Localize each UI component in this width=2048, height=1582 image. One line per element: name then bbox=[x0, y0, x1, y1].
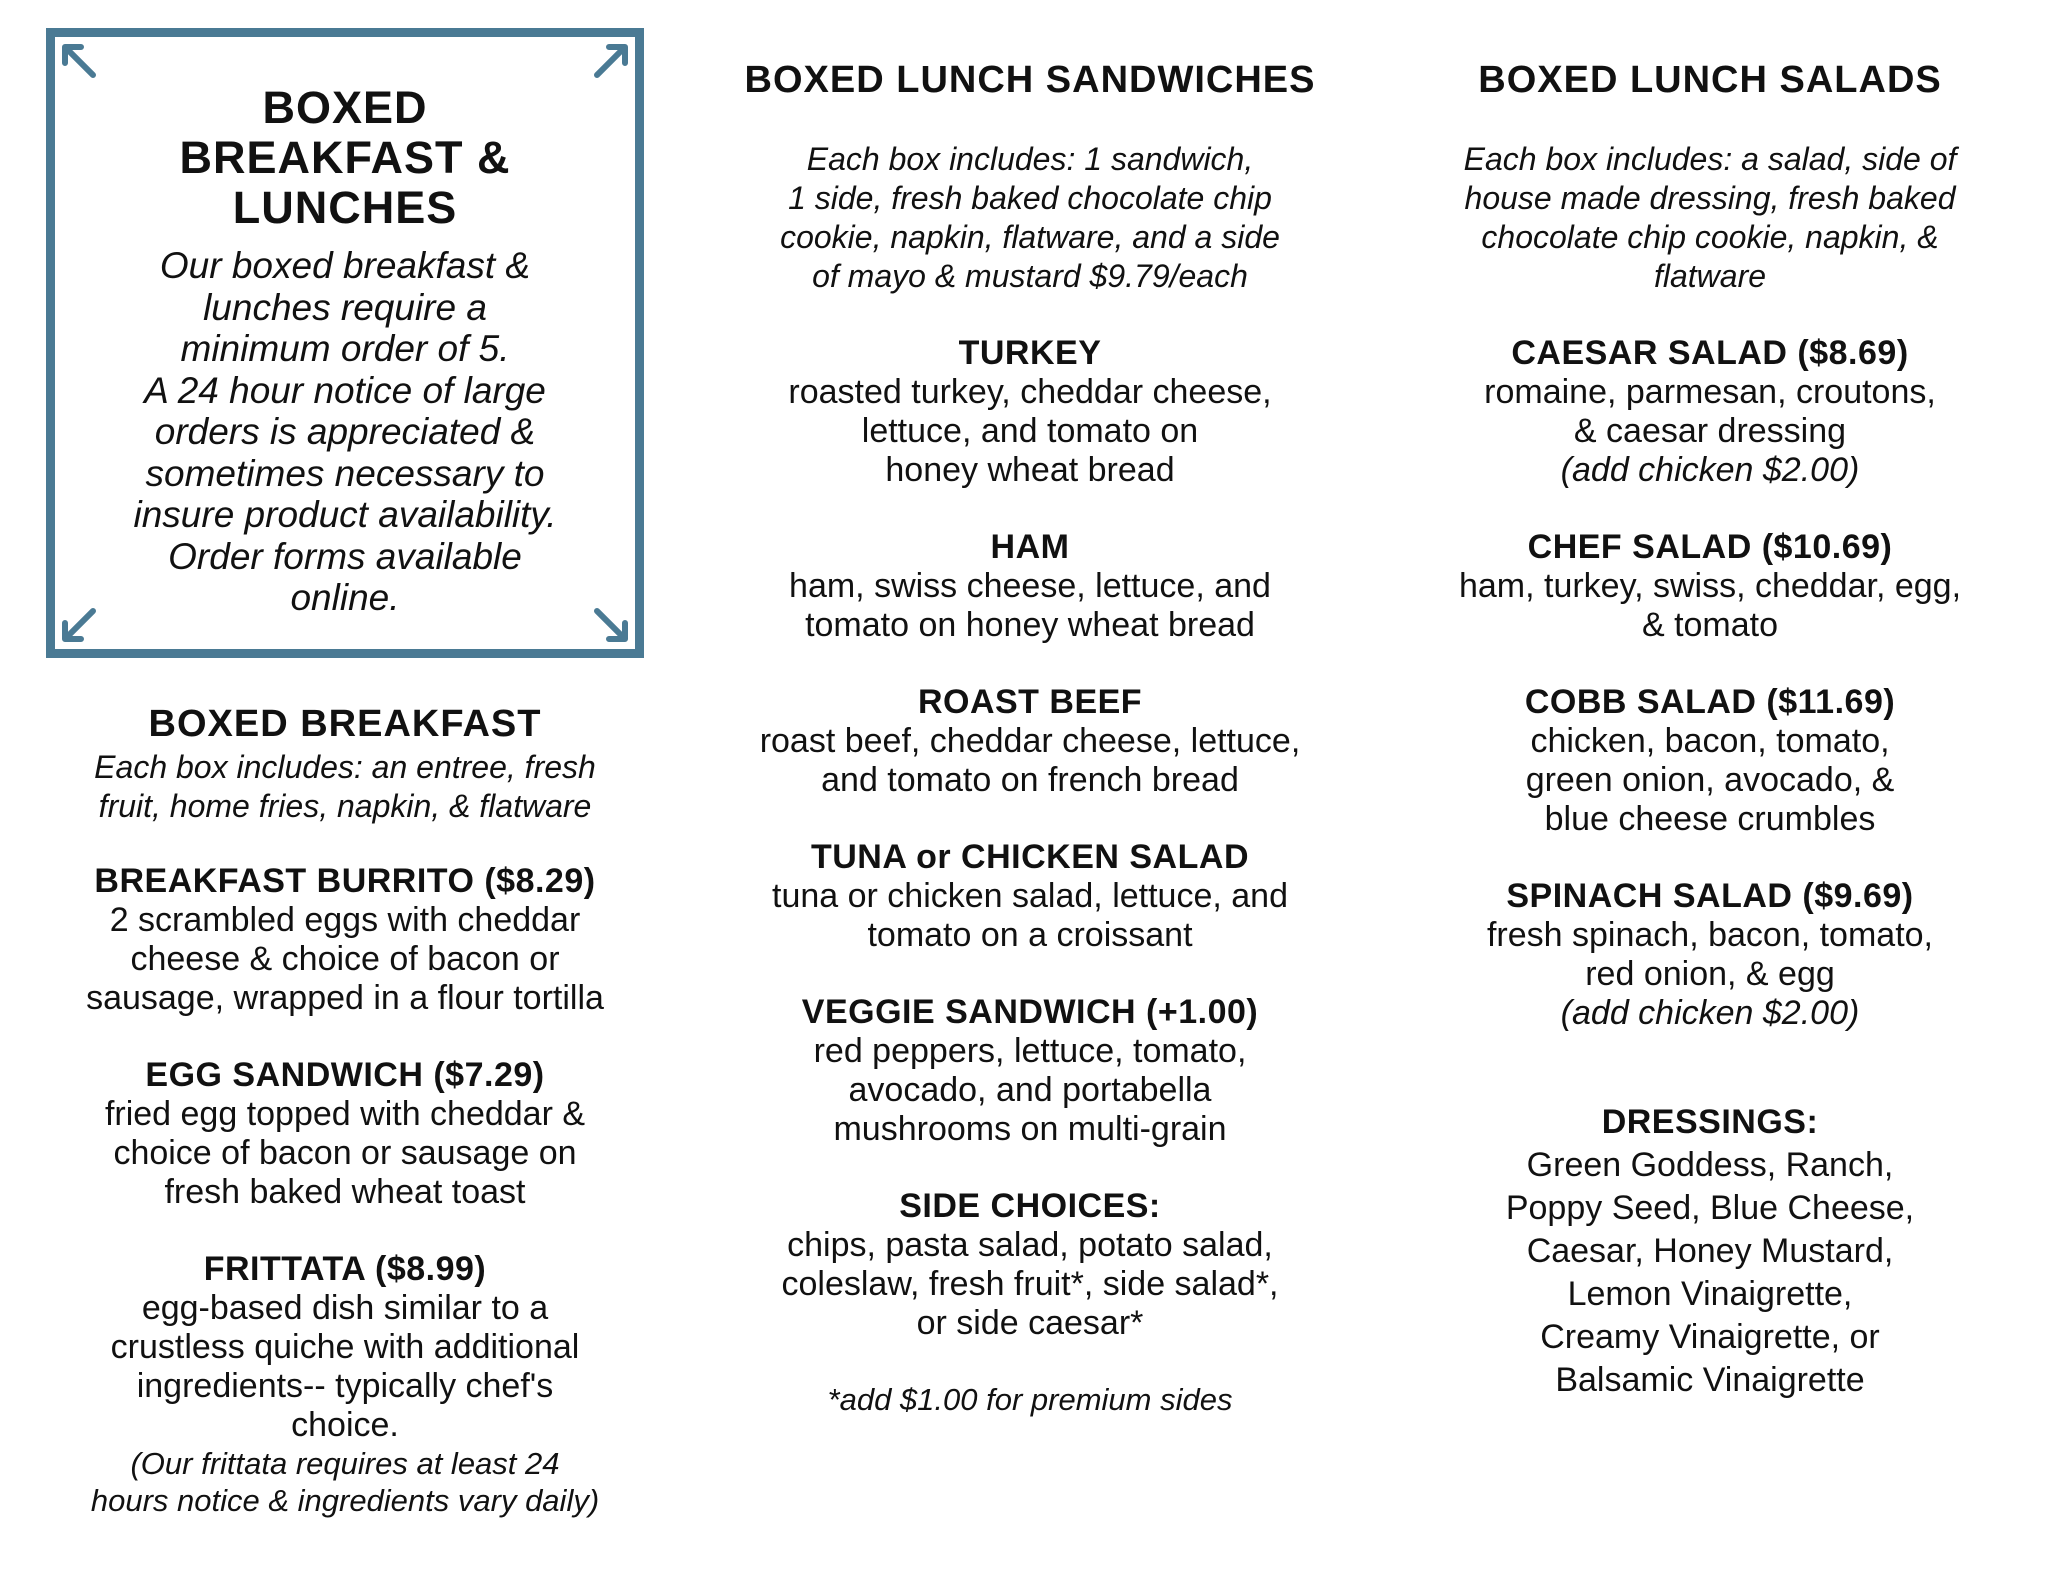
item-desc-line: & tomato bbox=[1641, 606, 1779, 644]
dressings bbox=[1390, 1103, 2030, 1402]
item-name: VEGGIE SANDWICH (+1.00) bbox=[801, 993, 1259, 1031]
menu-item-chef-salad bbox=[1390, 528, 2030, 645]
item-addon: (add chicken $2.00) bbox=[1560, 451, 1860, 489]
menu-item-tuna-chicken-salad bbox=[700, 838, 1360, 955]
menu-item-ham bbox=[700, 528, 1360, 645]
intro-title bbox=[55, 83, 635, 233]
note-line: Each box includes: 1 sandwich, bbox=[806, 141, 1254, 177]
intro-body bbox=[55, 245, 635, 619]
dressing-line: Balsamic Vinaigrette bbox=[1555, 1361, 1865, 1399]
item-desc-line: avocado, and portabella bbox=[848, 1071, 1212, 1109]
sandwiches-title: BOXED LUNCH SANDWICHES bbox=[744, 59, 1316, 101]
item-name: TUNA or CHICKEN SALAD bbox=[810, 838, 1249, 876]
intro-title-line: BREAKFAST & bbox=[179, 132, 511, 183]
item-note-line: (Our frittata requires at least 24 bbox=[130, 1446, 560, 1481]
intro-body-line: Our boxed breakfast & bbox=[159, 245, 531, 286]
intro-body-line: sometimes necessary to bbox=[145, 452, 545, 494]
menu-item-caesar-salad bbox=[1390, 334, 2030, 490]
item-desc-line: mushrooms on multi-grain bbox=[833, 1110, 1227, 1148]
corner-arrow-icon bbox=[59, 41, 103, 85]
dressings-list bbox=[1390, 1144, 2030, 1402]
item-note-line: hours notice & ingredients vary daily) bbox=[90, 1483, 600, 1518]
sandwiches-note bbox=[700, 140, 1360, 296]
item-desc-line: fresh baked wheat toast bbox=[164, 1173, 526, 1211]
item-name: CHEF SALAD ($10.69) bbox=[1527, 528, 1893, 566]
note-line: chocolate chip cookie, napkin, & bbox=[1481, 219, 1939, 255]
menu-item-turkey bbox=[700, 334, 1360, 490]
note-line: Each box includes: a salad, side of bbox=[1463, 141, 1957, 177]
premium-sides-footnote: *add $1.00 for premium sides bbox=[827, 1382, 1233, 1417]
intro-title-line: LUNCHES bbox=[232, 182, 458, 233]
intro-body-line: A 24 hour notice of large bbox=[144, 369, 546, 411]
item-desc-line: ham, swiss cheese, lettuce, and bbox=[789, 567, 1271, 605]
intro-body-line: online. bbox=[290, 577, 400, 618]
dressing-line: Caesar, Honey Mustard, bbox=[1526, 1232, 1894, 1270]
item-name: HAM bbox=[990, 528, 1070, 566]
item-desc-line: tuna or chicken salad, lettuce, and bbox=[772, 877, 1288, 915]
menu-item-breakfast-burrito bbox=[20, 862, 670, 1018]
note-line: flatware bbox=[1653, 258, 1767, 294]
salads-note bbox=[1390, 140, 2030, 296]
salads-section bbox=[1390, 58, 2030, 1402]
item-name: SPINACH SALAD ($9.69) bbox=[1506, 877, 1914, 915]
item-desc-line: chips, pasta salad, potato salad, bbox=[787, 1226, 1273, 1264]
dressing-line: Lemon Vinaigrette, bbox=[1567, 1275, 1853, 1313]
item-desc-line: fresh spinach, bacon, tomato, bbox=[1486, 916, 1934, 954]
intro-body-line: lunches require a bbox=[203, 286, 487, 328]
item-desc-line: & caesar dressing bbox=[1573, 412, 1847, 450]
menu-item-roast-beef bbox=[700, 683, 1360, 800]
intro-body-line: orders is appreciated & bbox=[154, 411, 536, 452]
note-line: of mayo & mustard $9.79/each bbox=[812, 258, 1248, 294]
item-name: EGG SANDWICH ($7.29) bbox=[145, 1056, 545, 1094]
item-desc-line: choice. bbox=[291, 1406, 399, 1444]
note-line: cookie, napkin, flatware, and a side bbox=[780, 219, 1280, 255]
note-line: Each box includes: an entree, fresh bbox=[94, 749, 596, 785]
breakfast-section bbox=[20, 702, 670, 1519]
item-name: SIDE CHOICES: bbox=[899, 1187, 1161, 1225]
menu-item-frittata bbox=[20, 1250, 670, 1519]
breakfast-title: BOXED BREAKFAST bbox=[148, 703, 542, 745]
item-desc-line: lettuce, and tomato on bbox=[861, 412, 1199, 450]
item-desc-line: chicken, bacon, tomato, bbox=[1530, 722, 1890, 760]
menu-item-spinach-salad bbox=[1390, 877, 2030, 1033]
item-desc-line: ham, turkey, swiss, cheddar, egg, bbox=[1458, 567, 1962, 605]
intro-body-line: Order forms available bbox=[168, 535, 522, 577]
dressing-line: Poppy Seed, Blue Cheese, bbox=[1505, 1189, 1915, 1227]
item-name: ROAST BEEF bbox=[917, 683, 1143, 721]
item-desc-line: fried egg topped with cheddar & bbox=[104, 1095, 586, 1133]
dressing-line: Creamy Vinaigrette, or bbox=[1540, 1318, 1880, 1356]
item-desc-line: red peppers, lettuce, tomato, bbox=[813, 1032, 1247, 1070]
item-desc-line: tomato on a croissant bbox=[867, 916, 1193, 954]
item-name: FRITTATA ($8.99) bbox=[203, 1250, 487, 1288]
item-desc-line: honey wheat bread bbox=[885, 451, 1175, 489]
corner-arrow-icon bbox=[59, 601, 103, 645]
sandwiches-section bbox=[700, 58, 1360, 1418]
salads-title: BOXED LUNCH SALADS bbox=[1478, 59, 1942, 101]
item-desc-line: ingredients-- typically chef's bbox=[136, 1367, 554, 1405]
note-line: fruit, home fries, napkin, & flatware bbox=[98, 788, 592, 824]
intro-title-line: BOXED bbox=[262, 82, 428, 133]
item-desc-line: roast beef, cheddar cheese, lettuce, bbox=[759, 722, 1301, 760]
dressing-line: Green Goddess, Ranch, bbox=[1526, 1146, 1894, 1184]
intro-body-line: insure product availability. bbox=[133, 494, 557, 535]
item-desc-line: red onion, & egg bbox=[1585, 955, 1835, 993]
intro-body-line: minimum order of 5. bbox=[180, 328, 510, 369]
item-desc-line: roasted turkey, cheddar cheese, bbox=[788, 373, 1272, 411]
item-addon: (add chicken $2.00) bbox=[1560, 994, 1860, 1032]
item-name: TURKEY bbox=[958, 334, 1102, 372]
item-desc-line: crustless quiche with additional bbox=[110, 1328, 580, 1366]
menu-item-veggie-sandwich bbox=[700, 993, 1360, 1149]
breakfast-note bbox=[20, 748, 670, 826]
item-desc-line: blue cheese crumbles bbox=[1544, 800, 1876, 838]
menu-item-egg-sandwich bbox=[20, 1056, 670, 1212]
item-name: COBB SALAD ($11.69) bbox=[1524, 683, 1896, 721]
item-desc-line: sausage, wrapped in a flour tortilla bbox=[86, 979, 604, 1017]
item-name: CAESAR SALAD ($8.69) bbox=[1511, 334, 1909, 372]
corner-arrow-icon bbox=[587, 601, 631, 645]
note-line: house made dressing, fresh baked bbox=[1464, 180, 1956, 216]
item-desc-line: romaine, parmesan, croutons, bbox=[1484, 373, 1936, 411]
item-desc-line: or side caesar* bbox=[916, 1304, 1144, 1342]
menu-item-cobb-salad bbox=[1390, 683, 2030, 839]
item-desc-line: choice of bacon or sausage on bbox=[113, 1134, 577, 1172]
dressings-title: DRESSINGS: bbox=[1601, 1103, 1819, 1141]
item-desc-line: egg-based dish similar to a bbox=[141, 1289, 549, 1327]
intro-box bbox=[46, 28, 644, 658]
item-desc-line: and tomato on french bread bbox=[821, 761, 1239, 799]
item-desc-line: tomato on honey wheat bread bbox=[805, 606, 1255, 644]
item-desc-line: coleslaw, fresh fruit*, side salad*, bbox=[781, 1265, 1279, 1303]
side-choices bbox=[700, 1187, 1360, 1343]
item-name: BREAKFAST BURRITO ($8.29) bbox=[94, 862, 596, 900]
corner-arrow-icon bbox=[587, 41, 631, 85]
note-line: 1 side, fresh baked chocolate chip bbox=[788, 180, 1272, 216]
item-desc-line: green onion, avocado, & bbox=[1525, 761, 1895, 799]
item-desc-line: cheese & choice of bacon or bbox=[130, 940, 560, 978]
item-desc-line: 2 scrambled eggs with cheddar bbox=[109, 901, 581, 939]
